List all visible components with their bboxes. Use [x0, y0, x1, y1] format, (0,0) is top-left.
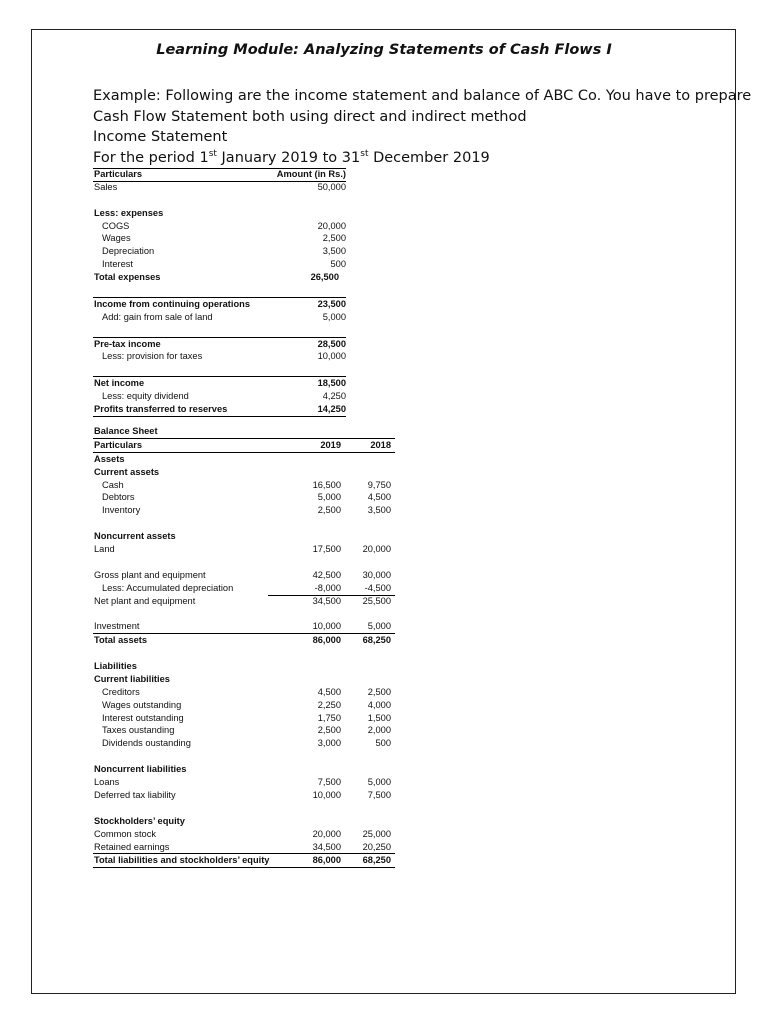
bs-gross-ppe-row: Gross plant and equipment 42,500 30,000	[94, 569, 391, 580]
bs-total-assets-row: Total assets 86,000 68,250	[94, 635, 391, 646]
intro-line-3: Income Statement	[93, 129, 228, 145]
bs-equity-row: Retained earnings 34,500 20,250	[94, 841, 391, 852]
bs-current-liability-row: Dividends oustanding 3,000 500	[102, 738, 391, 749]
bs-net-ppe-row: Net plant and equipment 34,500 25,500	[93, 595, 395, 608]
bs-current-asset-row: Inventory 2,500 3,500	[102, 505, 391, 516]
is-provision: Less: provision for taxes 10,000	[102, 351, 346, 362]
bs-investment-row: Investment 10,000 5,000	[93, 620, 395, 634]
bs-equity-heading: Stockholders’ equity	[94, 815, 185, 826]
income-statement-table	[93, 168, 353, 417]
bs-land-row: Land 17,500 20,000	[94, 544, 391, 555]
bs-current-liability-row: Creditors 4,500 2,500	[102, 686, 391, 697]
bs-acc-dep-row: Less: Accumulated depreciation -8,000 -4,500	[102, 582, 391, 593]
is-net-income: Net income 18,500	[94, 378, 346, 389]
bs-current-liability-row: Taxes oustanding 2,500 2,000	[102, 725, 391, 736]
bs-liabilities-heading: Liabilities	[94, 661, 137, 672]
is-expense-row: Depreciation 3,500	[102, 246, 346, 257]
period-line: For the period 1st January 2019 to 31st December 2019	[93, 148, 490, 166]
is-pretax: Pre-tax income 28,500	[94, 338, 346, 349]
bs-current-asset-row: Debtors 5,000 4,500	[102, 492, 391, 503]
bs-current-liability-row: Wages outstanding 2,250 4,000	[102, 699, 391, 710]
is-less-expenses: Less: expenses	[94, 207, 164, 218]
is-gain-land: Add: gain from sale of land 5,000	[102, 311, 346, 322]
bs-equity-row: Common stock 20,000 25,000	[94, 828, 391, 839]
is-reserves: Profits transferred to reserves 14,250	[93, 403, 346, 417]
intro-text	[93, 86, 752, 168]
bs-noncurrent-liability-row: Loans 7,500 5,000	[94, 777, 391, 788]
bs-title: Balance Sheet	[94, 426, 158, 436]
bs-assets-heading: Assets	[94, 453, 125, 464]
is-header-row: Particulars Amount (in Rs.)	[94, 169, 346, 179]
bs-noncurrent-liability-row: Deferred tax liability 10,000 7,500	[94, 789, 391, 800]
balance-sheet-table	[93, 425, 398, 868]
bs-current-liability-row: Interest outstanding 1,750 1,500	[102, 712, 391, 723]
is-total-expenses: Total expenses 26,500	[94, 272, 339, 283]
is-income-cont: Income from continuing operations 23,500	[94, 298, 346, 309]
is-expense-row: Wages 2,500	[102, 233, 346, 244]
is-sales-row: Sales 50,000	[94, 181, 346, 192]
intro-line-1: Example: Following are the income statement and balance of ABC Co. You have to prepare	[93, 88, 752, 104]
is-expense-row: COGS 20,000	[102, 220, 346, 231]
bs-total-le-row: Total liabilities and stockholders’ equity 86,000 68,250	[93, 853, 395, 868]
intro-line-2: Cash Flow Statement both using direct and indirect method	[93, 108, 527, 125]
bs-current-assets-heading: Current assets	[94, 466, 160, 477]
bs-current-liabilities-heading: Current liabilities	[94, 673, 170, 684]
module-title: Learning Module: Analyzing Statements of Cash Flows I	[156, 42, 612, 58]
bs-noncurrent-liabilities-heading: Noncurrent liabilities	[94, 764, 187, 775]
is-equity-dividend: Less: equity dividend 4,250	[102, 391, 346, 402]
is-expense-row: Interest 500	[102, 259, 346, 270]
bs-current-asset-row: Cash 16,500 9,750	[102, 479, 391, 490]
bs-noncurrent-assets-heading: Noncurrent assets	[94, 531, 176, 542]
bs-header-row: Particulars 2019 2018	[93, 438, 395, 453]
